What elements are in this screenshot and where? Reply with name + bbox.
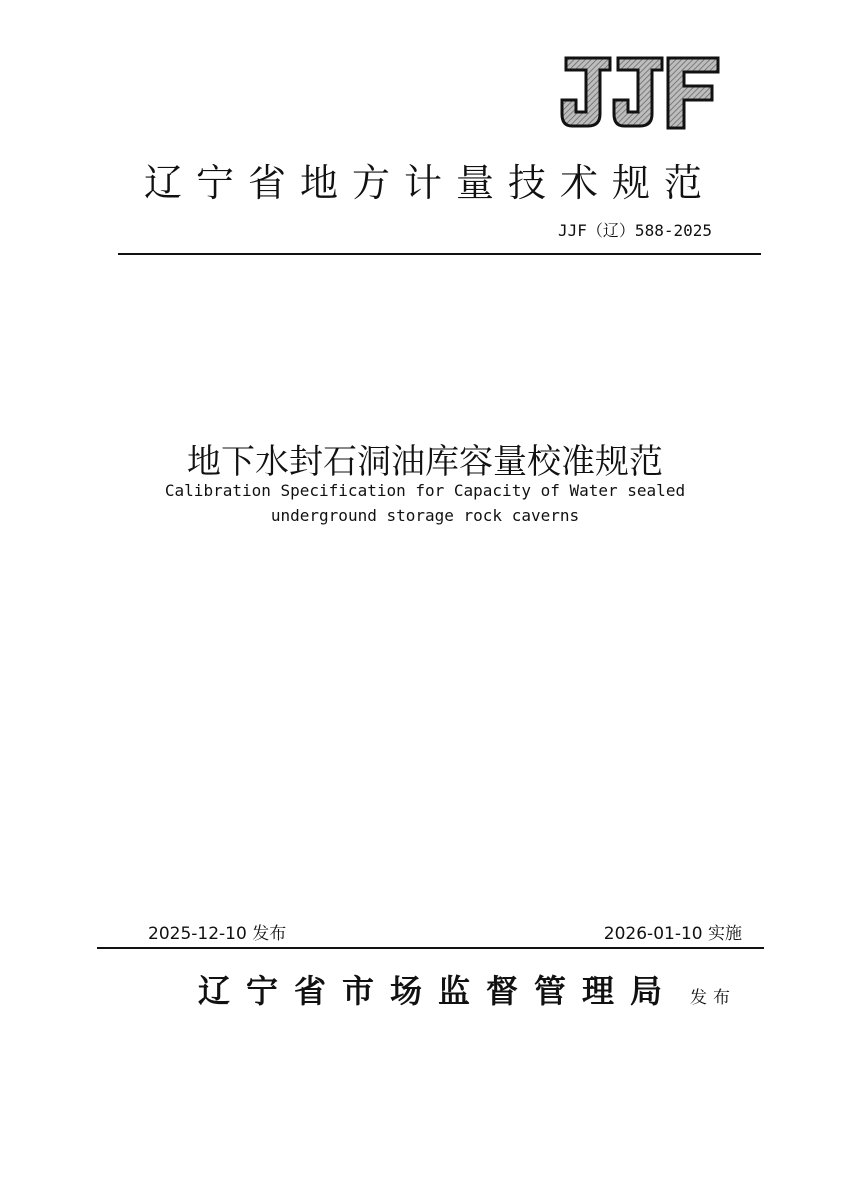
issue-date: 2025-12-10 发布	[148, 924, 287, 944]
header-divider	[118, 253, 761, 255]
footer-divider	[97, 947, 764, 949]
document-title-english-line2: underground storage rock caverns	[270, 506, 580, 525]
issuing-action: 发布	[690, 988, 736, 1008]
jjf-logo	[560, 56, 720, 130]
document-title-chinese: 地下水封石洞油库容量校准规范	[187, 442, 663, 482]
effective-date: 2026-01-10 实施	[603, 924, 742, 944]
issuing-authority: 辽宁省市场监督管理局	[198, 972, 679, 1010]
document-title-english-line1: Calibration Specification for Capacity of Water sealed	[164, 481, 686, 500]
specification-series-title: 辽宁省地方计量技术规范	[143, 161, 716, 205]
document-code: JJF（辽）588-2025	[558, 221, 712, 240]
